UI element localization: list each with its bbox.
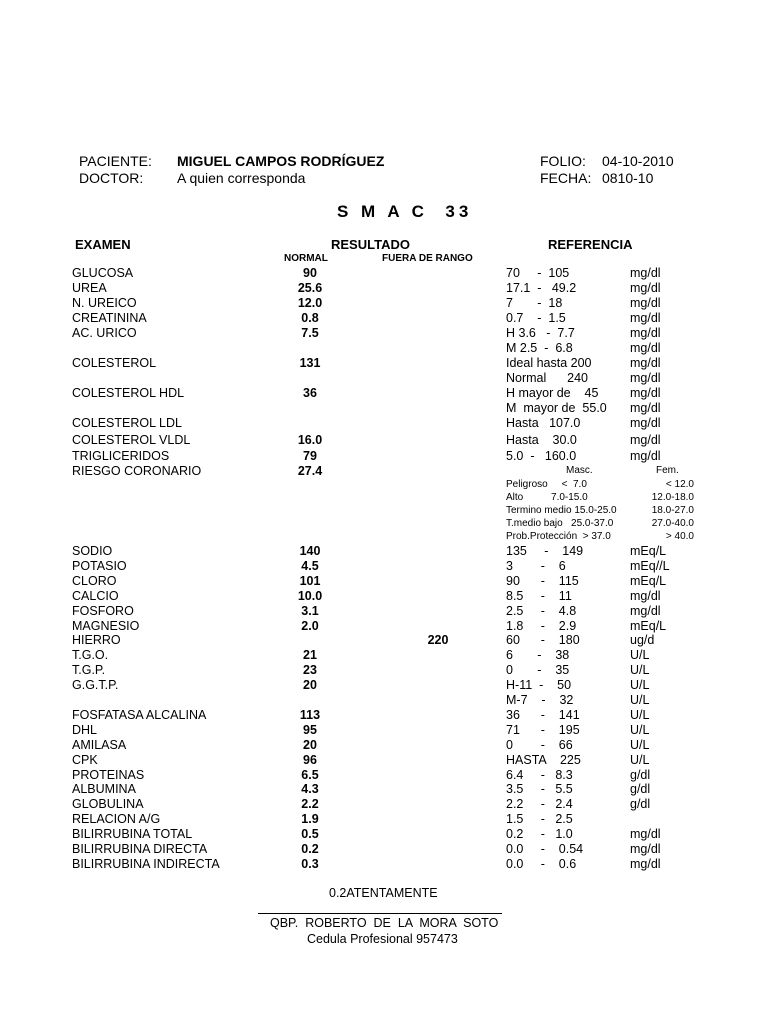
signer-name: QBP. ROBERTO DE LA MORA SOTO (270, 916, 499, 930)
reference-unit: mEq/L (630, 619, 667, 633)
exam-name: BILIRRUBINA INDIRECTA (72, 857, 220, 871)
reference-range: 1.5 - 2.5 (506, 812, 573, 826)
exam-name: CALCIO (72, 589, 119, 603)
riesgo-fem-label: Fem. (656, 465, 679, 476)
riesgo-row-label: Alto 7.0-15.0 (506, 492, 588, 503)
result-normal: 12.0 (297, 296, 323, 310)
result-normal: 95 (303, 723, 317, 737)
reference-unit: mEq/L (630, 574, 667, 588)
exam-name: TRIGLICERIDOS (72, 449, 170, 463)
reference-range: 71 - 195 (506, 723, 580, 737)
reference-unit: mg/dl (630, 356, 661, 370)
reference-unit: mg/dl (630, 296, 661, 310)
reference-range: 0 - 66 (506, 738, 573, 752)
reference-unit: mg/dl (630, 386, 661, 400)
reference-unit: mg/dl (630, 371, 661, 385)
fecha-value: 0810-10 (602, 170, 654, 186)
exam-name: CPK (72, 753, 98, 767)
reference-unit: mg/dl (630, 311, 661, 325)
result-normal: 25.6 (297, 281, 323, 295)
reference-unit: U/L (630, 663, 650, 677)
riesgo-row-fem: < 12.0 (665, 479, 694, 490)
exam-name: CLORO (72, 574, 117, 588)
reference-range: 3.5 - 5.5 (506, 782, 573, 796)
result-fuera-rango: 220 (427, 633, 449, 647)
reference-unit: g/dl (630, 797, 651, 811)
reference-range: 6 - 38 (506, 648, 570, 662)
reference-unit: mg/dl (630, 842, 661, 856)
exam-name: RIESGO CORONARIO (72, 464, 202, 478)
riesgo-row-label: Termino medio 15.0-25.0 (506, 505, 617, 516)
reference-unit: U/L (630, 708, 650, 722)
reference-range: H-11 - 50 (506, 678, 572, 692)
result-normal: 20 (303, 678, 317, 692)
exam-name: UREA (72, 281, 107, 295)
exam-name: N. UREICO (72, 296, 137, 310)
reference-range: 135 - 149 (506, 544, 584, 558)
reference-range: M mayor de 55.0 (506, 401, 607, 415)
reference-unit: U/L (630, 693, 650, 707)
result-normal: 2.0 (301, 619, 319, 633)
result-normal: 96 (303, 753, 317, 767)
reference-unit: mg/dl (630, 266, 661, 280)
reference-range: 17.1 - 49.2 (506, 281, 577, 295)
reference-unit: mg/dl (630, 341, 661, 355)
result-normal: 79 (303, 449, 317, 463)
riesgo-row-fem: 12.0-18.0 (651, 492, 694, 503)
exam-name: DHL (72, 723, 98, 737)
reference-range: 5.0 - 160.0 (506, 449, 577, 463)
exam-name: SODIO (72, 544, 113, 558)
result-normal: 1.9 (301, 812, 319, 826)
reference-range: 0 - 35 (506, 663, 570, 677)
col-resultado: RESULTADO (331, 237, 410, 252)
reference-range: M 2.5 - 6.8 (506, 341, 573, 355)
reference-unit: mg/dl (630, 449, 661, 463)
reference-range: 0.0 - 0.6 (506, 857, 577, 871)
doctor-value: A quien corresponda (177, 170, 306, 186)
riesgo-row-fem: 27.0-40.0 (651, 518, 694, 529)
exam-name: CREATININA (72, 311, 147, 325)
signature-line (258, 913, 502, 914)
reference-range: 0.2 - 1.0 (506, 827, 573, 841)
reference-unit: mg/dl (630, 433, 661, 447)
exam-name: T.G.O. (72, 648, 109, 662)
doctor-label: DOCTOR: (79, 170, 144, 186)
exam-name: COLESTEROL LDL (72, 416, 182, 430)
riesgo-row-label: T.medio bajo 25.0-37.0 (506, 518, 614, 529)
reference-unit: U/L (630, 678, 650, 692)
exam-name: FOSFORO (72, 604, 134, 618)
result-normal: 4.3 (301, 782, 319, 796)
reference-range: 0.7 - 1.5 (506, 311, 566, 325)
exam-name: HIERRO (72, 633, 121, 647)
reference-unit: U/L (630, 648, 650, 662)
exam-name: COLESTEROL (72, 356, 157, 370)
exam-name: POTASIO (72, 559, 127, 573)
exam-name: GLOBULINA (72, 797, 144, 811)
reference-unit: mg/dl (630, 857, 661, 871)
reference-range: Ideal hasta 200 (506, 356, 592, 370)
result-normal: 4.5 (301, 559, 319, 573)
result-normal: 21 (303, 648, 317, 662)
reference-unit: U/L (630, 753, 650, 767)
reference-unit: mg/dl (630, 827, 661, 841)
reference-range: Normal 240 (506, 371, 588, 385)
exam-name: AMILASA (72, 738, 127, 752)
reference-unit: g/dl (630, 782, 651, 796)
result-normal: 140 (299, 544, 321, 558)
reference-range: Hasta 107.0 (506, 416, 581, 430)
col-examen: EXAMEN (75, 237, 131, 252)
exam-name: G.G.T.P. (72, 678, 119, 692)
folio-label: FOLIO: (540, 153, 586, 169)
riesgo-masc-label: Masc. (566, 465, 593, 476)
result-normal: 10.0 (297, 589, 323, 603)
reference-range: 8.5 - 11 (506, 589, 572, 603)
exam-name: RELACION A/G (72, 812, 161, 826)
reference-unit: mg/dl (630, 604, 661, 618)
fecha-label: FECHA: (540, 170, 592, 186)
result-normal: 113 (299, 708, 321, 722)
reference-range: Hasta 30.0 (506, 433, 577, 447)
reference-range: 60 - 180 (506, 633, 580, 647)
reference-range: 2.2 - 2.4 (506, 797, 573, 811)
paciente-label: PACIENTE: (79, 153, 152, 169)
reference-range: 0.0 - 0.54 (506, 842, 584, 856)
result-normal: 0.3 (301, 857, 319, 871)
reference-unit: g/dl (630, 768, 651, 782)
result-normal: 2.2 (301, 797, 319, 811)
result-normal: 0.2 (301, 842, 319, 856)
reference-range: HASTA 225 (506, 753, 581, 767)
result-normal: 20 (303, 738, 317, 752)
atentamente-text: 0.2ATENTAMENTE (329, 886, 438, 900)
reference-range: M-7 - 32 (506, 693, 574, 707)
document-title: S M A C 33 (337, 202, 473, 221)
reference-range: 6.4 - 8.3 (506, 768, 573, 782)
riesgo-row-label: Peligroso < 7.0 (506, 479, 587, 490)
reference-unit: mg/dl (630, 401, 661, 415)
reference-range: 90 - 115 (506, 574, 579, 588)
reference-range: 3 - 6 (506, 559, 566, 573)
reference-unit: mg/dl (630, 589, 661, 603)
cedula-profesional: Cedula Profesional 957473 (307, 932, 458, 946)
riesgo-row-fem: 18.0-27.0 (651, 505, 694, 516)
reference-range: 2.5 - 4.8 (506, 604, 577, 618)
reference-range: 1.8 - 2.9 (506, 619, 577, 633)
exam-name: BILIRRUBINA TOTAL (72, 827, 193, 841)
riesgo-row-fem: > 40.0 (665, 531, 694, 542)
reference-range: 7 - 18 (506, 296, 563, 310)
result-normal: 131 (299, 356, 321, 370)
exam-name: PROTEINAS (72, 768, 145, 782)
exam-name: FOSFATASA ALCALINA (72, 708, 207, 722)
result-normal: 3.1 (301, 604, 319, 618)
result-normal: 27.4 (297, 464, 323, 478)
exam-name: AC. URICO (72, 326, 137, 340)
reference-unit: U/L (630, 738, 650, 752)
reference-unit: mg/dl (630, 281, 661, 295)
exam-name: MAGNESIO (72, 619, 140, 633)
reference-range: 70 - 105 (506, 266, 570, 280)
col-referencia: REFERENCIA (548, 237, 633, 252)
result-normal: 0.5 (301, 827, 319, 841)
result-normal: 6.5 (301, 768, 319, 782)
reference-unit: U/L (630, 723, 650, 737)
result-normal: 23 (303, 663, 317, 677)
result-normal: 7.5 (301, 326, 319, 340)
col-normal: NORMAL (284, 253, 328, 264)
exam-name: COLESTEROL HDL (72, 386, 185, 400)
exam-name: GLUCOSA (72, 266, 134, 280)
exam-name: COLESTEROL VLDL (72, 433, 191, 447)
exam-name: BILIRRUBINA DIRECTA (72, 842, 208, 856)
reference-unit: ug/d (630, 633, 655, 647)
result-normal: 36 (303, 386, 317, 400)
reference-range: H mayor de 45 (506, 386, 599, 400)
reference-unit: mEq/L (630, 544, 667, 558)
result-normal: 16.0 (297, 433, 323, 447)
reference-unit: mEq//L (630, 559, 670, 573)
exam-name: ALBUMINA (72, 782, 136, 796)
riesgo-row-label: Prob.Protección > 37.0 (506, 531, 611, 542)
reference-range: 36 - 141 (506, 708, 580, 722)
reference-unit: mg/dl (630, 416, 661, 430)
paciente-value: MIGUEL CAMPOS RODRÍGUEZ (177, 153, 385, 169)
reference-unit: mg/dl (630, 326, 661, 340)
reference-range: H 3.6 - 7.7 (506, 326, 575, 340)
result-normal: 101 (299, 574, 321, 588)
col-fuera: FUERA DE RANGO (382, 253, 473, 264)
result-normal: 0.8 (301, 311, 319, 325)
folio-value: 04-10-2010 (602, 153, 674, 169)
result-normal: 90 (303, 266, 317, 280)
exam-name: T.G.P. (72, 663, 106, 677)
